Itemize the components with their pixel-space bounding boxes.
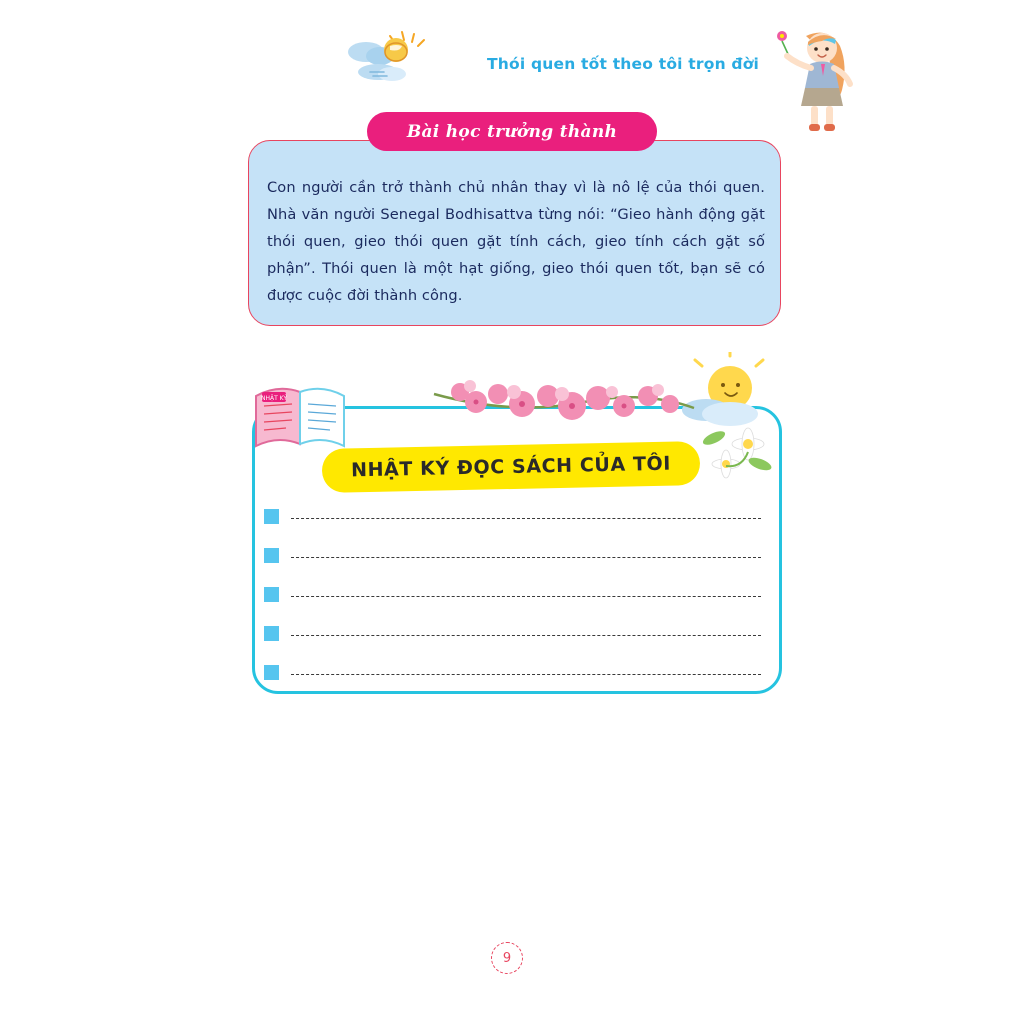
diary-line-row[interactable] [264, 622, 769, 661]
open-book-icon [250, 366, 355, 461]
diary-line-row[interactable] [264, 661, 769, 700]
dashed-writing-line[interactable] [291, 518, 761, 519]
lesson-body-text: Con người cần trở thành chủ nhân thay vì là nô lệ của thói quen. Nhà văn người Senegal Bodhisattva từng nói: “Gieo hành động gặt thói quen, gieo thói quen gặt tính cách, gieo tính cách gặt số phận”. Thói quen là một hạt giống, gieo thói quen tốt, bạn sẽ có được cuộc đời thành công. [267, 179, 765, 304]
dashed-writing-line[interactable] [291, 596, 761, 597]
lesson-badge-label: Bài học trưởng thành [406, 121, 618, 142]
dashed-writing-line[interactable] [291, 674, 761, 675]
diary-badge [322, 441, 701, 493]
diary-line-row[interactable] [264, 544, 769, 583]
diary-line-row[interactable] [264, 583, 769, 622]
girl-illustration [766, 18, 858, 140]
svg-text:NHẬT KÝ: NHẬT KÝ [260, 395, 288, 402]
bee-icon [340, 28, 480, 83]
bullet-square-icon [264, 509, 279, 524]
dashed-writing-line[interactable] [291, 635, 761, 636]
bullet-square-icon [264, 626, 279, 641]
page-title: Thói quen tốt theo tôi trọn đời [487, 55, 760, 73]
lesson-badge [367, 112, 657, 151]
diary-badge-label: NHẬT KÝ ĐỌC SÁCH CỦA TÔI [350, 452, 672, 482]
lesson-box [248, 140, 781, 326]
diary-line-row[interactable] [264, 505, 769, 544]
bullet-square-icon [264, 548, 279, 563]
page-number [487, 938, 527, 978]
page-number-label: 9 [502, 950, 512, 966]
bullet-square-icon [264, 665, 279, 680]
bullet-square-icon [264, 587, 279, 602]
diary-lines [264, 505, 769, 700]
dashed-writing-line[interactable] [291, 557, 761, 558]
